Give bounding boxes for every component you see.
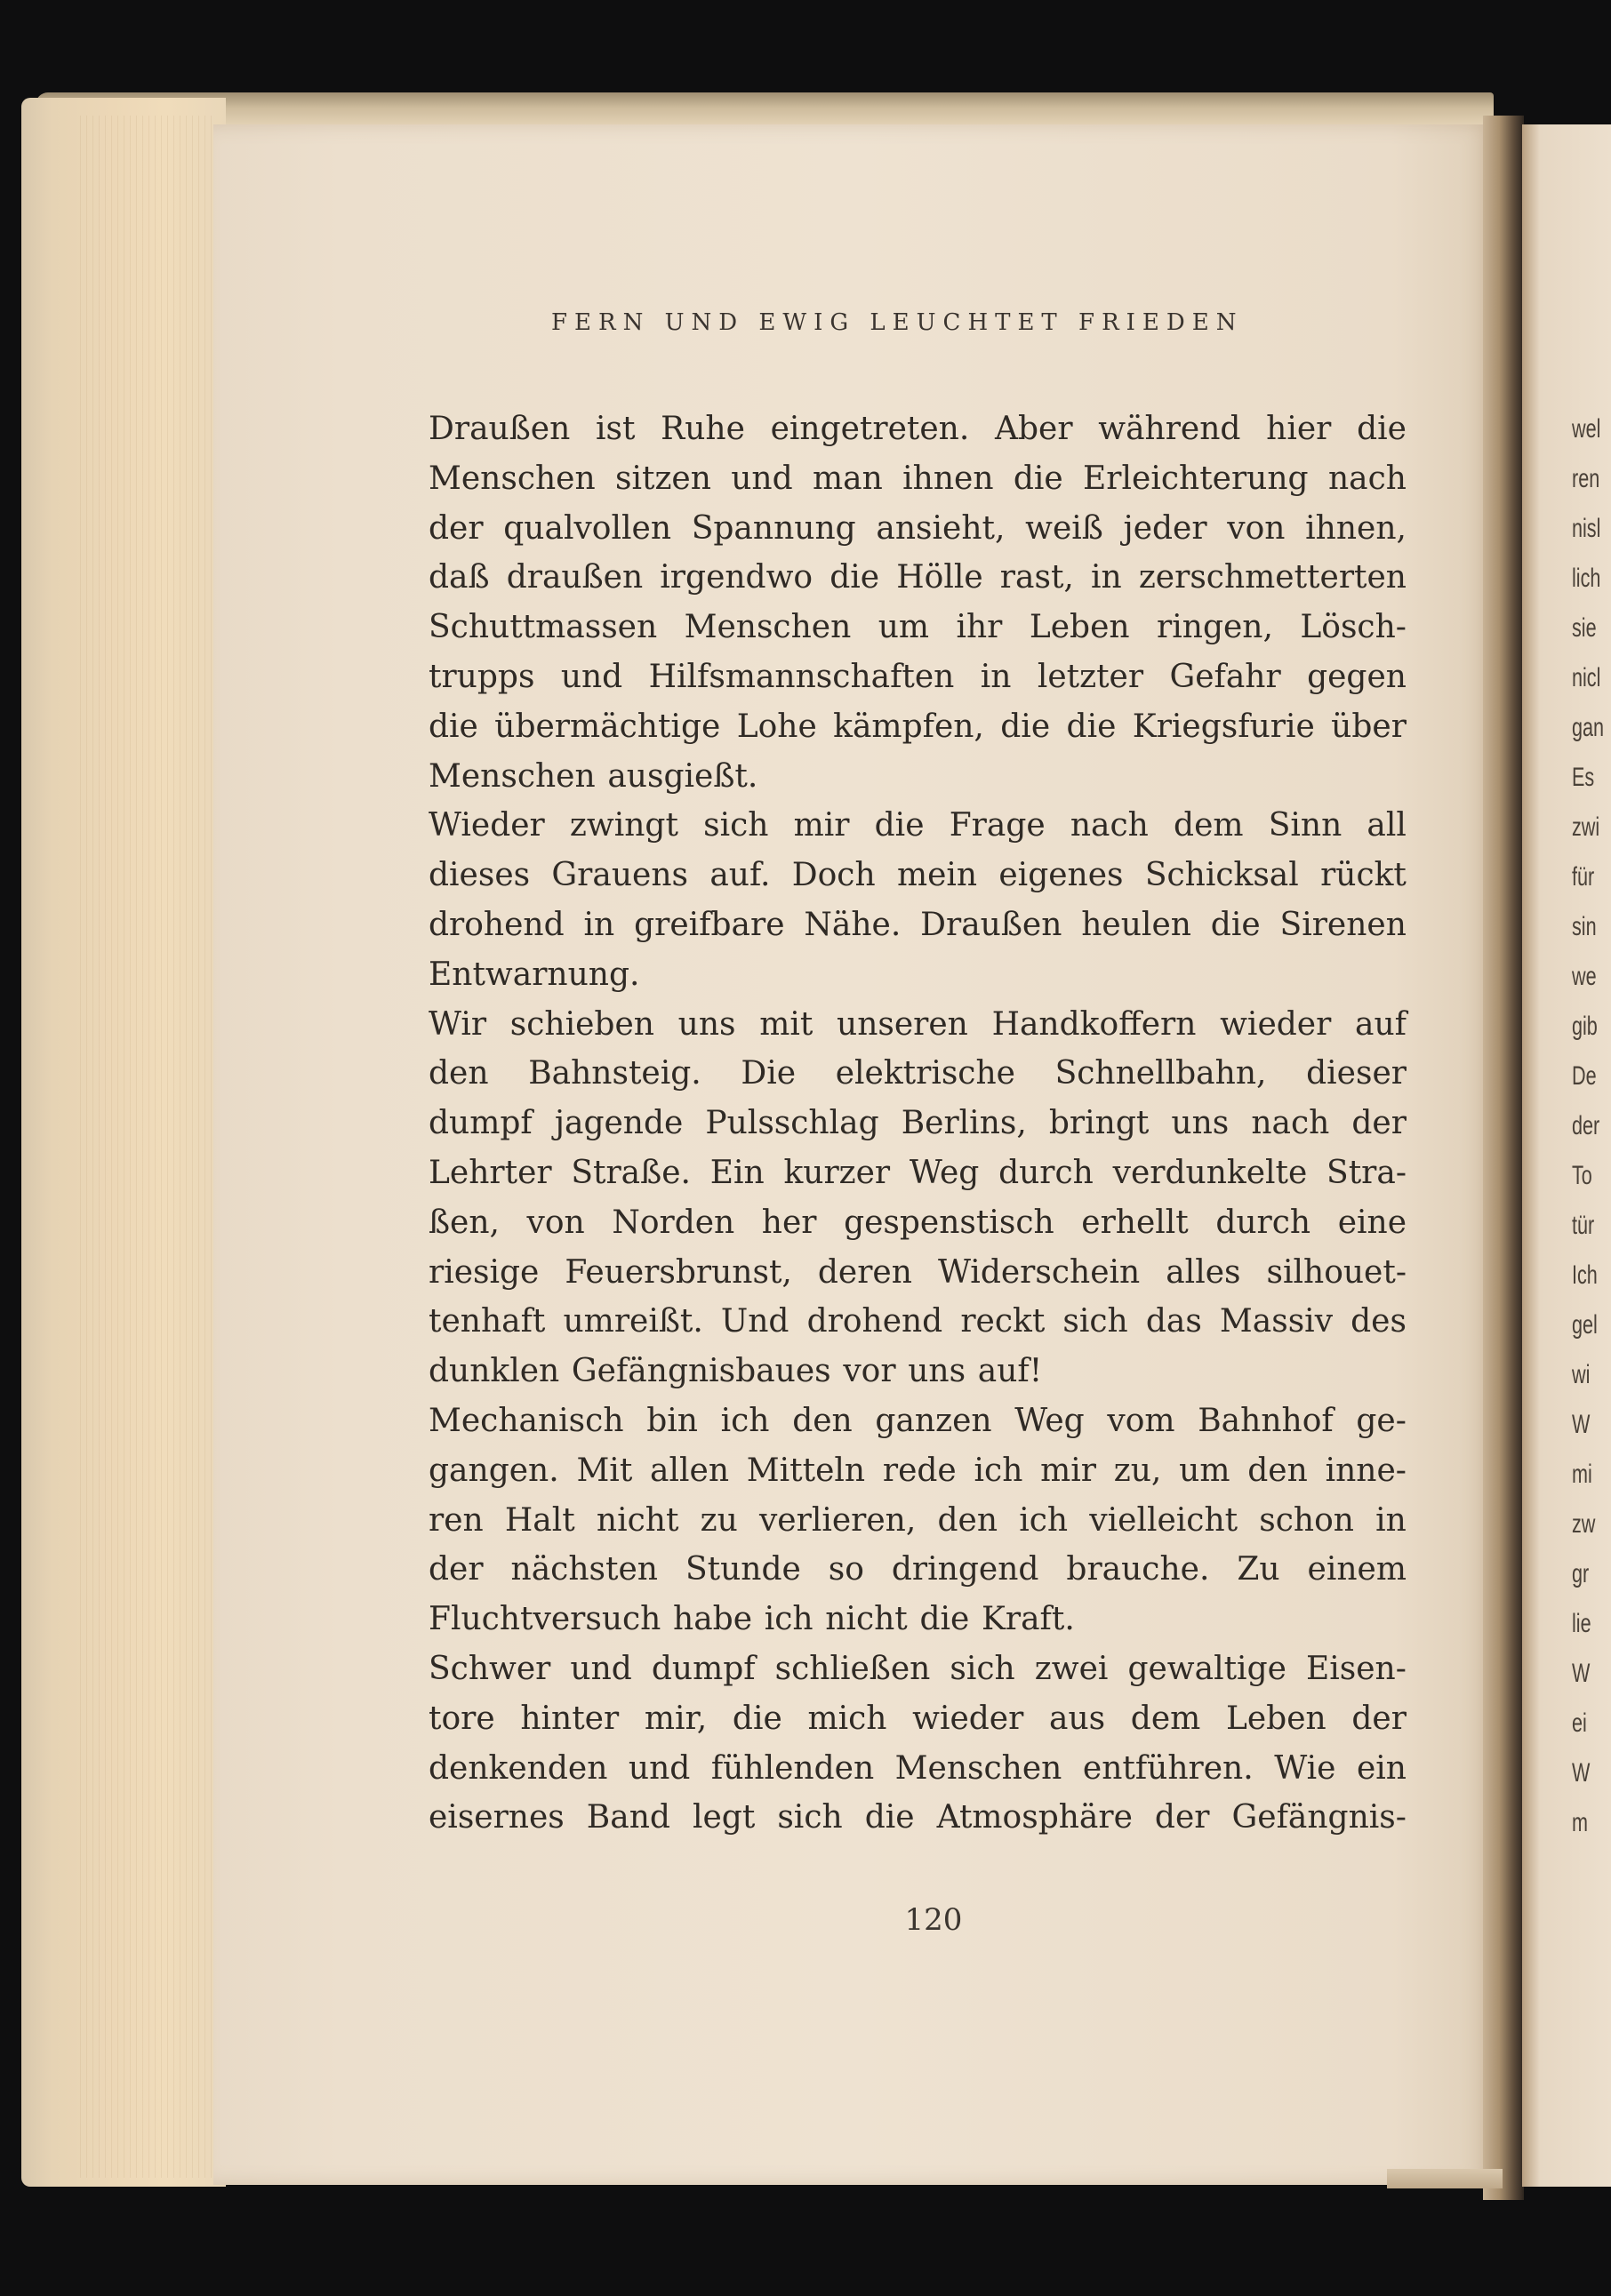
word: Draußen — [429, 411, 571, 447]
word: rast, — [999, 559, 1074, 596]
word: den — [429, 1055, 489, 1092]
word: brauche. — [1066, 1551, 1210, 1588]
word: die — [874, 807, 925, 844]
word: die — [830, 559, 880, 596]
text-line — [429, 1000, 1407, 1050]
word: nach — [1251, 1105, 1330, 1142]
word: greifbare — [634, 906, 785, 943]
right-page-fragment: gr — [1572, 1559, 1590, 1588]
word: Bahnsteig. — [528, 1055, 701, 1092]
word: aus — [1049, 1700, 1106, 1737]
word: ich — [974, 1452, 1023, 1489]
word: irgendwo — [660, 559, 814, 596]
word: kurzer — [783, 1154, 891, 1191]
text-line — [429, 1248, 1407, 1298]
word: den — [1247, 1452, 1308, 1489]
word: riesige — [429, 1253, 540, 1291]
word: mein — [896, 857, 978, 894]
word: ren — [429, 1501, 484, 1539]
text-line — [429, 851, 1407, 900]
word: der — [1351, 1700, 1407, 1737]
word: der — [1154, 1799, 1210, 1836]
word: verlieren, — [758, 1501, 917, 1539]
word: Bahnhof — [1198, 1402, 1334, 1439]
right-page-fragment: wel — [1572, 414, 1601, 444]
word: unseren — [837, 1005, 968, 1043]
word: Leben — [1029, 609, 1130, 646]
text-line — [429, 950, 1407, 1000]
word: und — [628, 1749, 691, 1787]
word: uns — [1171, 1105, 1230, 1142]
word: durch — [1215, 1204, 1311, 1241]
text-line — [429, 801, 1407, 851]
word: eigenes — [998, 857, 1124, 894]
word: nächsten — [510, 1551, 658, 1588]
page-edge-texture — [80, 116, 213, 2178]
text-line — [429, 1347, 1407, 1396]
word: rückt — [1320, 857, 1407, 894]
word: der — [1351, 1105, 1407, 1142]
word: qualvollen — [503, 509, 672, 547]
word: um — [878, 609, 930, 646]
text-line — [429, 504, 1407, 554]
right-page-fragment: W — [1572, 1410, 1591, 1439]
text-line — [429, 1545, 1407, 1595]
word: Schnellbahn, — [1054, 1055, 1267, 1092]
word: gegen — [1307, 658, 1407, 695]
word: Pulsschlag — [705, 1105, 879, 1142]
right-page-fragment: we — [1572, 962, 1597, 991]
word: gewaltige — [1127, 1650, 1286, 1687]
word: nach — [1327, 460, 1407, 497]
word: jagende — [554, 1105, 684, 1142]
word: in — [1375, 1501, 1407, 1539]
word: Und — [720, 1303, 789, 1340]
word: mit — [759, 1005, 814, 1043]
right-page-fragment: mi — [1572, 1460, 1592, 1489]
word: ihr — [956, 609, 1003, 646]
word: in — [980, 658, 1012, 695]
right-page-fragment: gel — [1572, 1310, 1598, 1340]
word: Draußen — [920, 906, 1062, 943]
word: von — [526, 1204, 585, 1241]
word: ihnen, — [1305, 509, 1407, 547]
word: Entwarnung. — [429, 956, 640, 993]
word: ansieht, — [876, 509, 1006, 547]
word: dieses — [429, 857, 531, 894]
word: tenhaft — [429, 1303, 546, 1340]
word: elektrische — [835, 1055, 1015, 1092]
word: Mitteln — [746, 1452, 866, 1489]
word: Berlins, — [901, 1105, 1027, 1142]
word: letzter — [1037, 658, 1144, 695]
word: ich — [764, 1601, 814, 1638]
word: eingetreten. — [770, 411, 970, 447]
word: schließen — [774, 1650, 931, 1687]
word: Straße. — [571, 1154, 691, 1191]
word: mir, — [644, 1700, 708, 1737]
right-page-fragment: ren — [1572, 464, 1600, 493]
word: Wieder — [429, 807, 545, 844]
word: wieder — [1220, 1005, 1332, 1043]
word: die — [919, 1601, 970, 1638]
word: entführen. — [1082, 1749, 1254, 1787]
word: um — [1179, 1452, 1230, 1489]
book-top-edge — [36, 92, 1494, 126]
word: Lösch- — [1300, 609, 1407, 646]
running-head: FERN UND EWIG LEUCHTET FRIEDEN — [551, 309, 1244, 336]
word: mir — [793, 807, 850, 844]
word: die — [1357, 411, 1407, 447]
right-page-fragment: ei — [1572, 1708, 1587, 1738]
word: Hilfsmannschaften — [648, 658, 955, 695]
text-line — [429, 752, 1407, 802]
word: Spannung — [691, 509, 856, 547]
word: sich — [703, 807, 769, 844]
word: vor — [843, 1353, 896, 1390]
right-page-fragment: To — [1572, 1161, 1592, 1190]
word: Lohe — [736, 708, 817, 745]
word: ein — [1356, 1749, 1407, 1787]
word: Schuttmassen — [429, 609, 658, 646]
right-page-fragment: W — [1572, 1758, 1591, 1788]
text-line — [429, 1099, 1407, 1148]
text-line — [429, 454, 1407, 504]
word: gangen. — [429, 1452, 559, 1489]
right-page-fragment: für — [1572, 862, 1595, 892]
word: zwingt — [569, 807, 678, 844]
word: den — [937, 1501, 998, 1539]
word: ich — [1019, 1501, 1069, 1539]
word: Wir — [429, 1005, 487, 1043]
word: die — [429, 708, 478, 745]
right-page-fragment: m — [1572, 1808, 1588, 1837]
word: trupps — [429, 658, 535, 695]
word: Fluchtversuch — [429, 1601, 661, 1638]
word: daß — [429, 559, 490, 596]
word: zu — [700, 1501, 738, 1539]
page-number: 120 — [904, 1902, 963, 1938]
word: denkenden — [429, 1749, 608, 1787]
word: und — [570, 1650, 632, 1687]
text-line — [429, 553, 1407, 603]
body-text — [429, 404, 1407, 1843]
word: gespenstisch — [844, 1204, 1054, 1241]
text-line — [429, 1396, 1407, 1446]
word: drohend — [429, 906, 565, 943]
word: über — [1331, 708, 1407, 745]
text-line — [429, 1496, 1407, 1546]
word: ausgießt. — [607, 757, 758, 795]
text-line — [429, 1644, 1407, 1694]
word: Leben — [1225, 1700, 1326, 1737]
word: Schwer — [429, 1650, 551, 1687]
word: Sinn — [1268, 807, 1342, 844]
word: ßen, — [429, 1204, 500, 1241]
text-line — [429, 1198, 1407, 1248]
word: Frage — [949, 807, 1046, 844]
word: mir — [1040, 1452, 1097, 1489]
text-line — [429, 900, 1407, 950]
word: her — [761, 1204, 817, 1241]
word: ge- — [1356, 1402, 1407, 1439]
word: Nähe. — [804, 906, 902, 943]
word: Doch — [791, 857, 876, 894]
word: von — [1227, 509, 1286, 547]
word: Erleichterung — [1083, 460, 1309, 497]
word: hinter — [520, 1700, 620, 1737]
word: Sirenen — [1279, 906, 1407, 943]
word: ganzen — [875, 1402, 992, 1439]
word: tore — [429, 1700, 495, 1737]
word: habe — [673, 1601, 753, 1638]
right-page-fragment: nisl — [1572, 514, 1601, 543]
word: vom — [1107, 1402, 1175, 1439]
word: des — [1351, 1303, 1407, 1340]
word: auf. — [709, 857, 771, 894]
right-page-fragment: sin — [1572, 912, 1597, 941]
book-gutter — [1483, 116, 1524, 2200]
word: hier — [1266, 411, 1332, 447]
word: Wie — [1274, 1749, 1336, 1787]
right-page-fragment: zwi — [1572, 812, 1600, 842]
word: draußen — [506, 559, 644, 596]
word: Menschen — [894, 1749, 1062, 1787]
word: die — [1210, 906, 1261, 943]
word: Menschen — [429, 757, 596, 795]
word: den — [792, 1402, 853, 1439]
right-page-fragment: gan — [1572, 713, 1605, 742]
word: bringt — [1048, 1105, 1150, 1142]
right-page-fragment: De — [1572, 1061, 1597, 1091]
text-line — [429, 1595, 1407, 1644]
word: Mechanisch — [429, 1402, 624, 1439]
word: Schicksal — [1144, 857, 1299, 894]
word: silhouet- — [1266, 1253, 1407, 1291]
word: Die — [741, 1055, 797, 1092]
word: kämpfen, — [833, 708, 984, 745]
word: das — [1145, 1303, 1202, 1340]
word: Atmosphäre — [936, 1799, 1133, 1836]
word: dieser — [1306, 1055, 1407, 1092]
right-page-fragment: zw — [1572, 1509, 1596, 1539]
text-line — [429, 603, 1407, 652]
word: umreißt. — [563, 1303, 703, 1340]
right-page-fragment: der — [1572, 1111, 1600, 1140]
right-page-fragment: lie — [1572, 1609, 1591, 1638]
word: deren — [817, 1253, 912, 1291]
word: Hölle — [896, 559, 983, 596]
text-line — [429, 1148, 1407, 1198]
word: Grauens — [551, 857, 689, 894]
word: ich — [720, 1402, 770, 1439]
word: die — [1013, 460, 1063, 497]
word: dumpf — [429, 1105, 533, 1142]
word: Handkoffern — [991, 1005, 1197, 1043]
word: Ein — [709, 1154, 765, 1191]
word: Eisen- — [1305, 1650, 1407, 1687]
word: und — [731, 460, 793, 497]
word: Kraft. — [981, 1601, 1075, 1638]
text-line — [429, 702, 1407, 752]
word: Lehrter — [429, 1154, 552, 1191]
right-page-fragment: Es — [1572, 763, 1595, 792]
word: schon — [1259, 1501, 1354, 1539]
word: inne- — [1325, 1452, 1407, 1489]
word: Menschen — [429, 460, 596, 497]
word: die — [864, 1799, 915, 1836]
word: nicht — [596, 1501, 679, 1539]
word: jeder — [1123, 509, 1207, 547]
right-page-fragment: Ich — [1572, 1260, 1598, 1290]
word: so — [828, 1551, 864, 1588]
word: Norden — [612, 1204, 735, 1241]
word: durch — [998, 1154, 1094, 1191]
word: Gefängnisbaues — [571, 1353, 831, 1390]
word: uns — [908, 1353, 966, 1390]
word: Ruhe — [661, 411, 745, 447]
word: Feuersbrunst, — [565, 1253, 792, 1291]
word: weiß — [1025, 509, 1103, 547]
word: Stunde — [685, 1551, 801, 1588]
word: sich — [777, 1799, 843, 1836]
word: dringend — [891, 1551, 1039, 1588]
word: allen — [650, 1452, 730, 1489]
right-page-fragment: gib — [1572, 1012, 1598, 1041]
word: während — [1098, 411, 1241, 447]
word: ihnen — [902, 460, 994, 497]
word: reckt — [960, 1303, 1046, 1340]
text-line — [429, 1793, 1407, 1843]
word: übermächtige — [494, 708, 721, 745]
word: all — [1367, 807, 1407, 844]
word: dem — [1174, 807, 1244, 844]
right-page-fragment: tür — [1572, 1211, 1595, 1240]
word: die — [1000, 708, 1051, 745]
word: auf! — [977, 1353, 1043, 1390]
word: verdunkelte — [1112, 1154, 1308, 1191]
word: mich — [807, 1700, 887, 1737]
right-page-fragment: sie — [1572, 613, 1597, 643]
word: nicht — [825, 1601, 908, 1638]
word: Gefahr — [1169, 658, 1281, 695]
word: die — [1066, 708, 1117, 745]
word: legt — [692, 1799, 756, 1836]
word: wieder — [912, 1700, 1024, 1737]
word: in — [1091, 559, 1122, 596]
word: Zu — [1237, 1551, 1280, 1588]
right-page-fragment: lich — [1572, 564, 1601, 593]
word: eisernes — [429, 1799, 565, 1836]
word: ist — [595, 411, 636, 447]
right-page-fragment: W — [1572, 1659, 1591, 1688]
word: Aber — [995, 411, 1073, 447]
word: in — [583, 906, 615, 943]
word: Gefängnis- — [1231, 1799, 1407, 1836]
word: erhellt — [1081, 1204, 1189, 1241]
word: rede — [882, 1452, 957, 1489]
right-page-text-fragments — [1572, 404, 1605, 1848]
page-corner — [1387, 2169, 1503, 2188]
word: Massiv — [1219, 1303, 1334, 1340]
word: bin — [646, 1402, 698, 1439]
word: auf — [1355, 1005, 1407, 1043]
text-line — [429, 1744, 1407, 1794]
word: dumpf — [651, 1650, 756, 1687]
word: einem — [1307, 1551, 1407, 1588]
word: sich — [950, 1650, 1015, 1687]
word: fühlenden — [710, 1749, 875, 1787]
text-line — [429, 652, 1407, 702]
word: Mit — [576, 1452, 633, 1489]
word: der — [429, 509, 484, 547]
word: dunklen — [429, 1353, 560, 1390]
text-line — [429, 1297, 1407, 1347]
text-line — [429, 1446, 1407, 1496]
text-line — [429, 1694, 1407, 1744]
word: nach — [1070, 807, 1149, 844]
word: man — [813, 460, 883, 497]
text-line — [429, 404, 1407, 454]
word: drohend — [806, 1303, 943, 1340]
word: die — [732, 1700, 782, 1737]
right-page-fragment: wi — [1572, 1360, 1591, 1389]
word: sich — [1062, 1303, 1128, 1340]
word: der — [429, 1551, 484, 1588]
word: uns — [677, 1005, 736, 1043]
word: zu, — [1113, 1452, 1162, 1489]
word: zwei — [1034, 1650, 1109, 1687]
word: heulen — [1081, 906, 1191, 943]
word: ringen, — [1157, 609, 1273, 646]
word: Widerschein — [937, 1253, 1141, 1291]
word: dem — [1130, 1700, 1201, 1737]
text-line — [429, 1049, 1407, 1099]
word: Kriegsfurie — [1132, 708, 1315, 745]
word: Band — [586, 1799, 670, 1836]
right-page-fragment: nicl — [1572, 663, 1601, 692]
word: vielleicht — [1089, 1501, 1238, 1539]
word: Stra- — [1326, 1154, 1407, 1191]
word: sitzen — [615, 460, 711, 497]
word: alles — [1166, 1253, 1241, 1291]
word: schieben — [509, 1005, 654, 1043]
word: eine — [1337, 1204, 1407, 1241]
word: zerschmetterten — [1138, 559, 1407, 596]
word: Halt — [504, 1501, 575, 1539]
word: Weg — [1014, 1402, 1085, 1439]
word: Menschen — [684, 609, 852, 646]
word: und — [560, 658, 623, 695]
word: Weg — [909, 1154, 980, 1191]
